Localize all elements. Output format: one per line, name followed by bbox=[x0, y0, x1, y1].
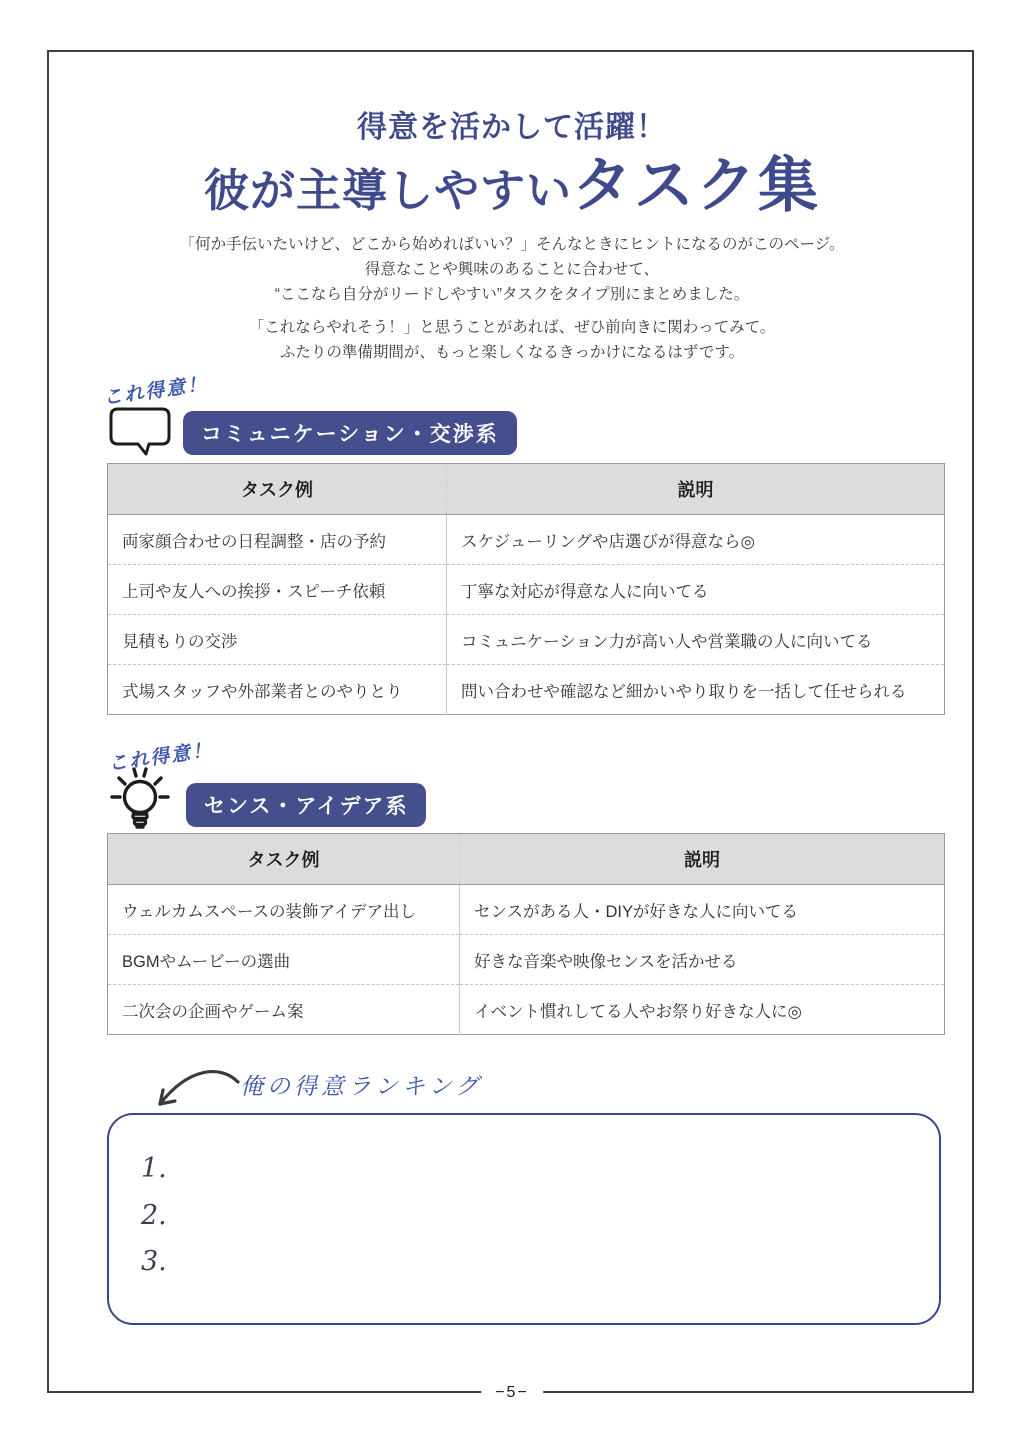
table-cell: ウェルカムスペースの装飾アイデア出し bbox=[108, 885, 460, 935]
curved-arrow-icon bbox=[148, 1062, 244, 1116]
table-cell: 上司や友人への挨拶・スピーチ依頼 bbox=[108, 565, 447, 615]
intro-line: ふたりの準備期間が、もっと楽しくなるきっかけになるはずです。 bbox=[279, 344, 745, 361]
table-cell: 両家顔合わせの日程調整・店の予約 bbox=[108, 515, 447, 565]
column-header: 説明 bbox=[460, 834, 945, 885]
page-subtitle: 得意を活かして活躍！ bbox=[357, 111, 667, 144]
page-title-prefix: 彼が主導しやすい bbox=[203, 165, 572, 216]
ranking-item-number: 2. bbox=[141, 1200, 167, 1231]
table-cell: センスがある人・DIYが好きな人に向いてる bbox=[460, 885, 945, 935]
task-table-sense-idea bbox=[107, 833, 945, 1035]
intro-line: 「これならやれそう！」と思うことがあれば、ぜひ前向きに関わってみて。 bbox=[248, 319, 776, 336]
table-cell: 式場スタッフや外部業者とのやりとり bbox=[108, 665, 447, 715]
ranking-item-number: 3. bbox=[141, 1246, 167, 1277]
intro-paragraph-1 bbox=[0, 232, 1024, 307]
intro-line: 得意なことや興味のあることに合わせて、 bbox=[364, 261, 660, 278]
handwritten-tag: これ得意！ bbox=[107, 739, 215, 776]
page-number: −5− bbox=[481, 1381, 543, 1405]
page-title bbox=[0, 138, 1024, 224]
intro-paragraph-2 bbox=[0, 315, 1024, 365]
handwritten-tag: これ得意！ bbox=[102, 373, 210, 410]
table-cell: イベント慣れしてる人やお祭り好きな人に◎ bbox=[460, 985, 945, 1035]
task-table-communication bbox=[107, 463, 945, 715]
ranking-box bbox=[107, 1113, 941, 1325]
table-cell: 問い合わせや確認など細かいやり取りを一括して任せられる bbox=[447, 665, 945, 715]
ranking-label: 俺の得意ランキング bbox=[240, 1073, 483, 1099]
section-badge-communication: コミュニケーション・交渉系 bbox=[183, 411, 517, 455]
table-cell: 好きな音楽や映像センスを活かせる bbox=[460, 935, 945, 985]
table-row bbox=[108, 935, 945, 985]
table-row bbox=[108, 515, 945, 565]
table-cell: スケジューリングや店選びが得意なら◎ bbox=[447, 515, 945, 565]
table-row bbox=[108, 615, 945, 665]
table-cell: 丁寧な対応が得意な人に向いてる bbox=[447, 565, 945, 615]
column-header: 説明 bbox=[447, 464, 945, 515]
ranking-item-number: 1. bbox=[141, 1153, 167, 1184]
table-cell: 見積もりの交渉 bbox=[108, 615, 447, 665]
table-row bbox=[108, 565, 945, 615]
table-cell: BGMやムービーの選曲 bbox=[108, 935, 460, 985]
speech-bubble-icon bbox=[108, 406, 172, 458]
lightbulb-icon bbox=[106, 764, 174, 836]
table-row bbox=[108, 665, 945, 715]
table-row bbox=[108, 985, 945, 1035]
section-badge-sense-idea: センス・アイデア系 bbox=[186, 783, 426, 827]
table-row bbox=[108, 885, 945, 935]
intro-line: 「何か手伝いたいけど、どこから始めればいい？」そんなときにヒントになるのがこのページ。 bbox=[179, 236, 845, 253]
intro-line: “ここなら自分がリードしやすい”タスクをタイプ別にまとめました。 bbox=[274, 286, 750, 303]
page-title-emphasis: タスク集 bbox=[572, 152, 820, 219]
table-cell: 二次会の企画やゲーム案 bbox=[108, 985, 460, 1035]
table-cell: コミュニケーション力が高い人や営業職の人に向いてる bbox=[447, 615, 945, 665]
column-header: タスク例 bbox=[108, 834, 460, 885]
column-header: タスク例 bbox=[108, 464, 447, 515]
